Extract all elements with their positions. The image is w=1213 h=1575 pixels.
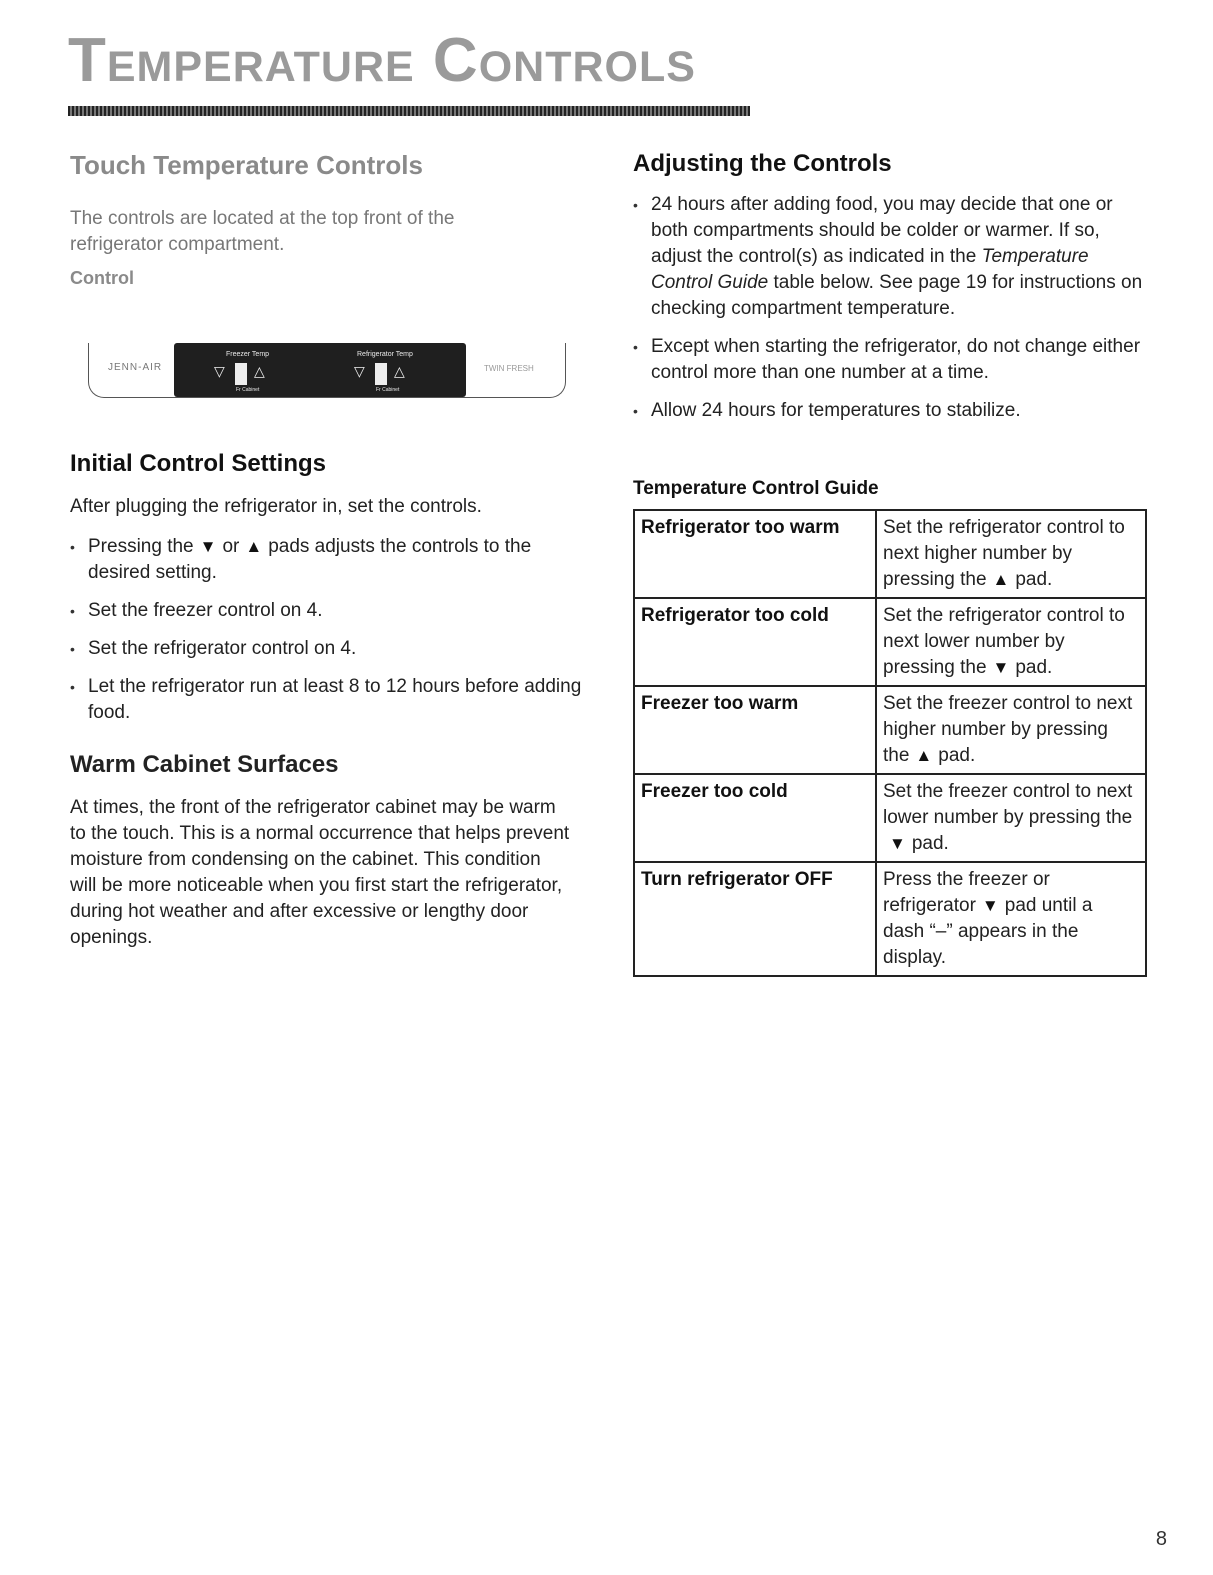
touch-controls-heading: Touch Temperature Controls <box>70 150 423 180</box>
touch-controls-text: The controls are located at the top front of the refrigerator compartment. <box>70 208 455 255</box>
action-text: pad. <box>1015 569 1053 590</box>
freezer-down-icon[interactable]: ▽ <box>214 363 225 379</box>
action-text: Press the freezer or refrigerator <box>883 869 1050 916</box>
title-rule <box>68 106 750 116</box>
action-cell <box>876 686 1146 774</box>
condition-cell: Refrigerator too cold <box>634 598 876 686</box>
action-text: pad until a dash “–” appears in the display. <box>883 895 1093 968</box>
freezer-temp-label: Freezer Temp <box>226 351 270 358</box>
freezer-display-icon <box>235 363 247 385</box>
freezer-sub-label: Fr Cabinet <box>236 387 260 393</box>
action-cell <box>876 598 1146 686</box>
adjusting-heading: Adjusting the Controls <box>633 150 892 177</box>
guide-reference: Temperature Control Guide <box>651 246 1089 293</box>
up-triangle-icon: ▲ <box>992 570 1010 589</box>
down-triangle-icon: ▼ <box>889 834 906 853</box>
temperature-guide-table <box>633 509 1147 977</box>
list-item: • Except when starting the refrigerator, do not change either control more than one number at a time. <box>633 334 1149 386</box>
initial-settings-intro: After plugging the refrigerator in, set the controls. <box>70 496 482 517</box>
refrigerator-display-icon <box>375 363 387 385</box>
condition-cell: Freezer too warm <box>634 686 876 774</box>
table-row <box>634 862 1146 976</box>
refrigerator-up-icon[interactable]: △ <box>394 363 405 379</box>
bullet-text: table below. See page 19 for instructions on checking compartment temperature. <box>651 272 1143 319</box>
initial-settings-list <box>70 534 590 738</box>
bullet-text: 24 hours after adding food, you may decide that one or both compartments should be colder or warmer. If so, adjust the control(s) as indicated in the <box>651 194 1113 267</box>
list-item <box>70 534 590 586</box>
down-triangle-icon: ▼ <box>199 537 217 556</box>
action-text: Set the freezer control to next lower number by pressing the <box>883 781 1133 828</box>
page-title: Temperature Controls <box>68 26 696 95</box>
condition-cell: Refrigerator too warm <box>634 510 876 598</box>
bullet-text: or <box>222 536 240 557</box>
brand-logo-right: TWIN FRESH <box>484 364 534 373</box>
action-text: Set the refrigerator control to next higher number by pressing the <box>883 517 1125 590</box>
table-row <box>634 774 1146 862</box>
initial-settings-heading: Initial Control Settings <box>70 450 326 477</box>
warm-surfaces-text: At times, the front of the refrigerator cabinet may be warm to the touch. This is a normal occurrence that helps prevent moisture from condensing on the cabinet. This condition will be more noticeable when you first start the refrigerator, during hot weather and after excessive or lengthy door openings. <box>70 797 570 948</box>
up-triangle-icon: ▲ <box>245 537 263 556</box>
control-label: Control <box>70 268 134 288</box>
action-cell <box>876 510 1146 598</box>
refrigerator-temp-label: Refrigerator Temp <box>357 351 413 358</box>
condition-cell: Turn refrigerator OFF <box>634 862 876 976</box>
list-item: • Allow 24 hours for temperatures to stabilize. <box>633 398 1149 424</box>
action-cell <box>876 862 1146 976</box>
condition-cell: Freezer too cold <box>634 774 876 862</box>
bullet-text: pads adjusts the controls to the desired setting. <box>88 536 532 583</box>
up-triangle-icon: ▲ <box>915 746 933 765</box>
bullet-text: Pressing the <box>88 536 194 557</box>
list-item: • Let the refrigerator run at least 8 to 12 hours before adding food. <box>70 674 590 726</box>
table-row <box>634 686 1146 774</box>
action-text: pad. <box>938 745 976 766</box>
down-triangle-icon: ▼ <box>981 896 999 915</box>
list-item: • Set the freezer control on 4. <box>70 598 590 624</box>
refrigerator-down-icon[interactable]: ▽ <box>354 363 365 379</box>
guide-heading: Temperature Control Guide <box>633 478 879 499</box>
control-panel-display <box>174 343 466 397</box>
action-text: pad. <box>1015 657 1053 678</box>
refrigerator-sub-label: Fr Cabinet <box>376 387 400 393</box>
warm-surfaces-heading: Warm Cabinet Surfaces <box>70 751 339 778</box>
list-item: • Set the refrigerator control on 4. <box>70 636 590 662</box>
action-text: Set the freezer control to next higher number by pressing the <box>883 693 1133 766</box>
table-row <box>634 598 1146 686</box>
page-number: 8 <box>1155 1528 1167 1550</box>
table-row <box>634 510 1146 598</box>
brand-logo-left: JENN-AIR <box>108 362 163 373</box>
action-text: Set the refrigerator control to next lower number by pressing the <box>883 605 1125 678</box>
freezer-up-icon[interactable]: △ <box>254 363 265 379</box>
adjusting-list <box>633 192 1149 436</box>
list-item <box>633 192 1149 322</box>
down-triangle-icon: ▼ <box>992 658 1010 677</box>
action-text: pad. <box>911 833 949 854</box>
action-cell <box>876 774 1146 862</box>
